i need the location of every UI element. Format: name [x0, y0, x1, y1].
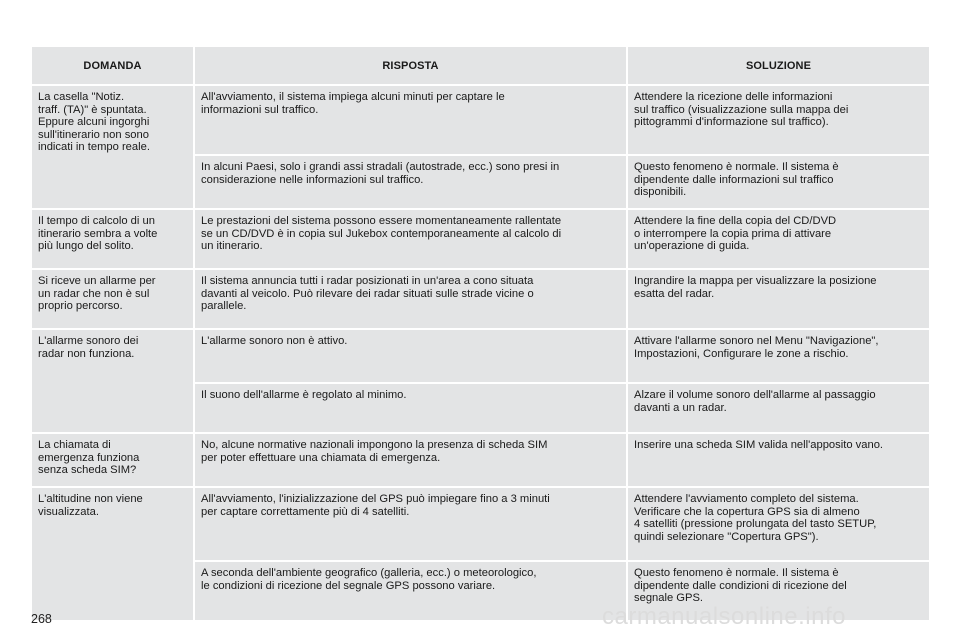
answer-cell: Il sistema annuncia tutti i radar posizionati in un'area a cono situata davanti al veicolo. Può rilevare dei radar situati sulle strade vicine o parallele. — [195, 270, 626, 328]
solution-cell: Inserire una scheda SIM valida nell'apposito vano. — [628, 434, 929, 486]
question-cell: Il tempo di calcolo di un itinerario sembra a volte più lungo del solito. — [32, 210, 193, 268]
header-row — [32, 47, 929, 84]
question-cell: Si riceve un allarme per un radar che non è sul proprio percorso. — [32, 270, 193, 328]
solution-cell: Alzare il volume sonoro dell'allarme al passaggio davanti a un radar. — [628, 384, 929, 432]
header-question: DOMANDA — [32, 47, 193, 84]
table-row — [32, 86, 929, 154]
answer-cell: All'avviamento, il sistema impiega alcuni minuti per captare le informazioni sul traffico. — [195, 86, 626, 154]
solution-cell: Ingrandire la mappa per visualizzare la posizione esatta del radar. — [628, 270, 929, 328]
solution-cell: Attendere la fine della copia del CD/DVD o interrompere la copia prima di attivare un'operazione di guida. — [628, 210, 929, 268]
header-answer: RISPOSTA — [195, 47, 626, 84]
answer-cell: All'avviamento, l'inizializzazione del GPS può impiegare fino a 3 minuti per captare correttamente più di 4 satelliti. — [195, 488, 626, 560]
table-row — [32, 488, 929, 560]
faq-table — [30, 45, 931, 622]
header-solution: SOLUZIONE — [628, 47, 929, 84]
solution-cell: Attivare l'allarme sonoro nel Menu "Navigazione", Impostazioni, Configurare le zone a rischio. — [628, 330, 929, 382]
table-row — [32, 330, 929, 382]
answer-cell: A seconda dell'ambiente geografico (galleria, ecc.) o meteorologico, le condizioni di ricezione del segnale GPS possono variare. — [195, 562, 626, 620]
page-number: 268 — [31, 612, 52, 626]
table-row — [32, 434, 929, 486]
solution-cell: Attendere l'avviamento completo del sistema. Verificare che la copertura GPS sia di almeno 4 satelliti (pressione prolungata del tasto SETUP, quindi selezionare "Copertura GPS"). — [628, 488, 929, 560]
answer-cell: L'allarme sonoro non è attivo. — [195, 330, 626, 382]
question-cell: La chiamata di emergenza funziona senza scheda SIM? — [32, 434, 193, 486]
answer-cell: No, alcune normative nazionali impongono la presenza di scheda SIM per poter effettuare una chiamata di emergenza. — [195, 434, 626, 486]
watermark: carmanualsonline.info — [602, 603, 846, 630]
answer-cell: In alcuni Paesi, solo i grandi assi stradali (autostrade, ecc.) sono presi in considerazione nelle informazioni sul traffico. — [195, 156, 626, 208]
solution-cell: Questo fenomeno è normale. Il sistema è dipendente dalle condizioni di ricezione del segnale GPS. — [628, 562, 929, 620]
solution-cell: Attendere la ricezione delle informazioni sul traffico (visualizzazione sulla mappa dei pittogrammi d'informazione sul traffico). — [628, 86, 929, 154]
question-cell: L'altitudine non viene visualizzata. — [32, 488, 193, 620]
table-row — [32, 270, 929, 328]
question-cell: L'allarme sonoro dei radar non funziona. — [32, 330, 193, 432]
solution-cell: Questo fenomeno è normale. Il sistema è dipendente dalle informazioni sul traffico disponibili. — [628, 156, 929, 208]
answer-cell: Le prestazioni del sistema possono essere momentaneamente rallentate se un CD/DVD è in copia sul Jukebox contemporaneamente al calcolo di un itinerario. — [195, 210, 626, 268]
answer-cell: Il suono dell'allarme è regolato al minimo. — [195, 384, 626, 432]
table-row — [32, 210, 929, 268]
question-cell: La casella "Notiz. traff. (TA)" è spuntata. Eppure alcuni ingorghi sull'itinerario non sono indicati in tempo reale. — [32, 86, 193, 208]
